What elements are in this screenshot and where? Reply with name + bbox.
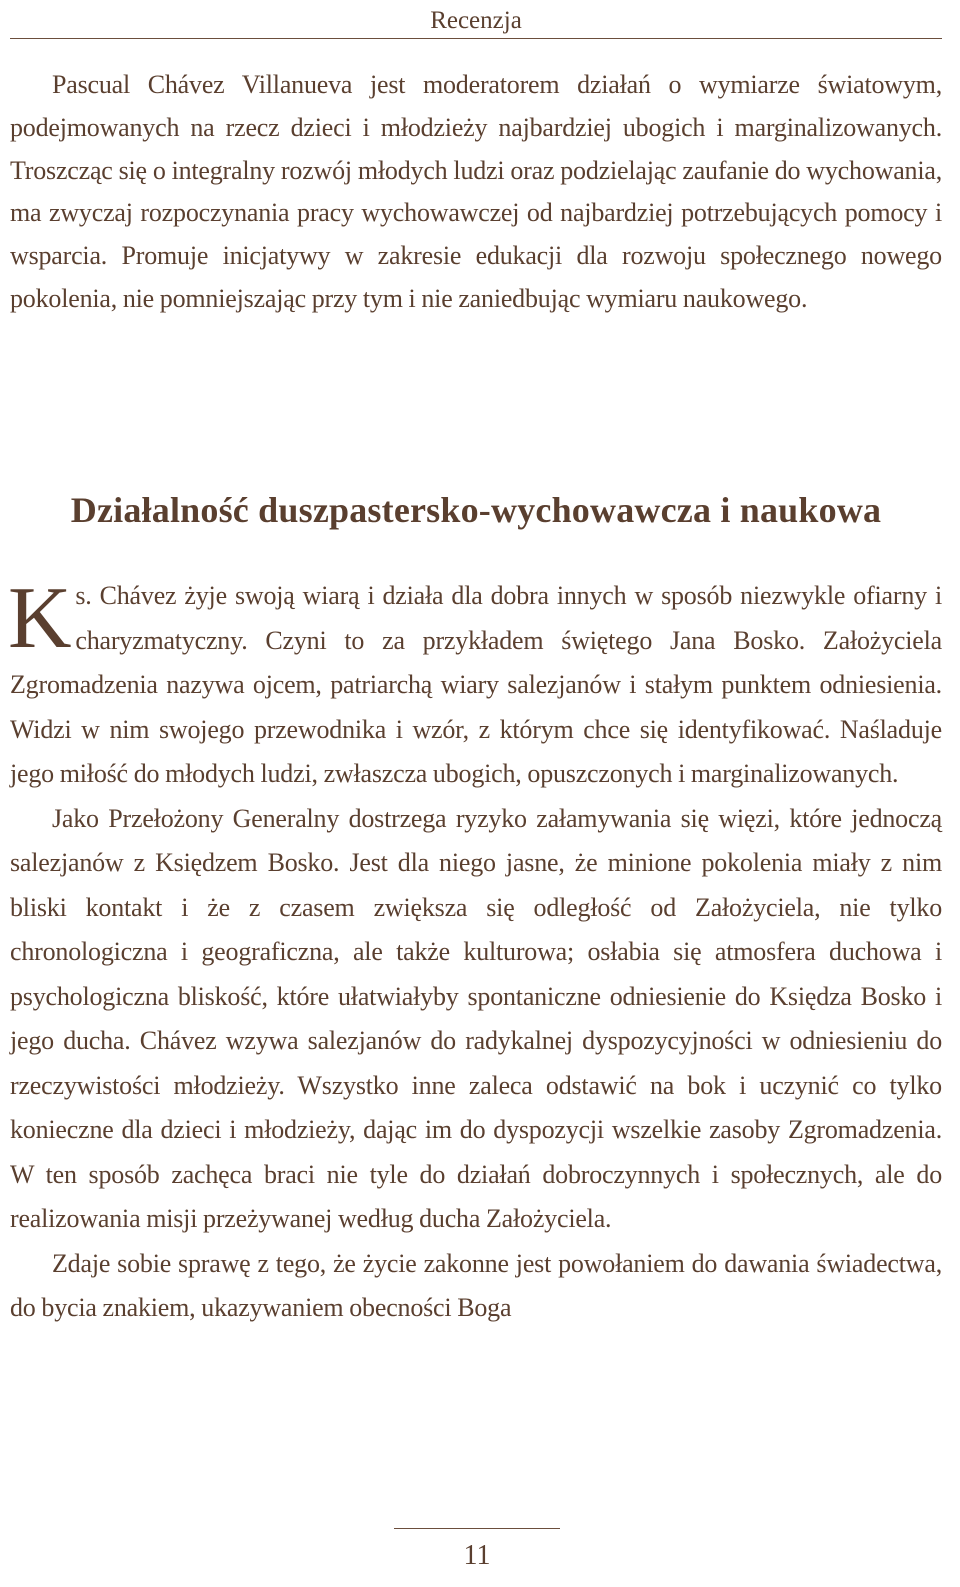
intro-paragraph: Pascual Chávez Villanueva jest moderatorem działań o wymiarze światowym, podejmowanych na rzecz dzieci i młodzieży najbardziej ubogich i marginalizowanych. Troszcząc się o integralny rozwój młodych ludzi oraz podzielając zaufanie do wychowania, ma zwyczaj rozpoczynania pracy wychowawczej od najbardziej potrzebujących pomocy i wsparcia. Promuje inicjatywy w zakresie edukacji dla rozwoju społecznego nowego pokolenia, nie pomniejszając przy tym i nie zaniedbując wymiaru naukowego. (10, 70, 942, 313)
running-header (10, 4, 942, 39)
drop-cap: K (8, 570, 72, 667)
intro-section (10, 64, 942, 321)
section-body (8, 570, 942, 1331)
page-number: 11 (463, 1540, 491, 1571)
section-heading: Działalność duszpastersko-wychowawcza i naukowa (70, 490, 882, 530)
running-title: Recenzja (430, 7, 522, 34)
body-paragraph-2: Jako Przełożony Generalny dostrzega ryzyko załamywania się więzi, które jednoczą salezjanów z Księdzem Bosko. Jest dla niego jasne, że minione pokolenia miały z nim bliski kontakt i że z czasem zwiększa się odległość od Założyciela, nie tylko chronologiczna i geograficzna, ale także kulturowa; osłabia się atmosfera duchowa i psychologiczna bliskość, które ułatwiałyby spontaniczne odniesienie do Księdza Bosko i jego ducha. Chávez wzywa salezjanów do radykalnej dyspozycyjności w odniesieniu do rzeczywistości młodzieży. Wszystko inne zaleca odstawić na bok i uczynić co tylko konieczne dla dzieci i młodzieży, dając im do dyspozycji wszelkie zasoby Zgromadzenia. W ten sposób zachęca braci nie tyle do działań dobroczynnych i społecznych, ale do realizowania misji przeżywanej według ducha Założyciela. (10, 803, 942, 1233)
body-paragraph-3: Zdaje sobie sprawę z tego, że życie zakonne jest powołaniem do dawania świadectwa, do bycia znakiem, ukazywaniem obecności Boga (10, 1248, 942, 1322)
body-paragraph-1 (8, 570, 942, 797)
footer-rule (394, 1528, 560, 1529)
body-paragraph-1-text: s. Chávez żyje swoją wiarą i działa dla dobra innych w sposób niezwykle ofiarny i charyzmatyczny. Czyni to za przykładem świętego Jana Bosko. Założyciela Zgromadzenia nazywa ojcem, patriarchą wiary salezjanów i stałym punktem odniesienia. Widzi w nim swojego przewodnika i wzór, z którym chce się identyfikować. Naśladuje jego miłość do młodych ludzi, zwłaszcza ubogich, opuszczonych i marginalizowanych. (10, 581, 942, 788)
